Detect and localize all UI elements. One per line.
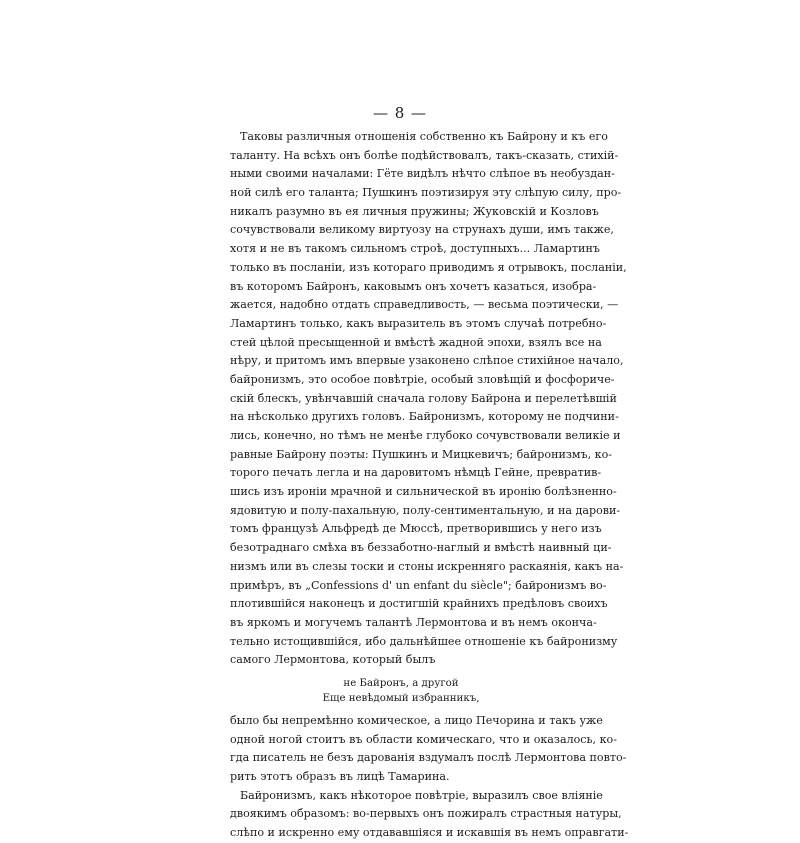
text-line: на нѣсколько другихъ головъ. Байронизмъ, которому не подчини- (230, 410, 619, 424)
paragraph (230, 712, 627, 787)
text-line: скій блескъ, увѣнчавшій сначала голову Байрона и перелетѣвшій (230, 391, 617, 405)
text-column (230, 128, 629, 843)
text-line: равные Байрону поэты: Пушкинъ и Мицкевичъ; байронизмъ, ко- (230, 447, 613, 461)
text-line: въ которомъ Байронъ, каковымъ онъ хочетъ казаться, изобра- (230, 279, 597, 293)
text-line: хотя и не въ такомъ сильномъ строѣ, доступныхъ... Ламартинъ (230, 242, 600, 256)
text-line: двоякимъ образомъ: во-первыхъ онъ пожиралъ страстныя натуры, (230, 807, 622, 821)
text-line: ной силѣ его таланта; Пушкинъ поэтизируя эту слѣпую силу, про- (230, 186, 622, 200)
page-number: — 8 — (372, 104, 428, 122)
text-line: томъ французѣ Альфредѣ де Мюссѣ, претворившись у него изъ (230, 522, 602, 536)
text-line: Таковы различныя отношенія собственно къ Байрону и къ его (240, 130, 608, 143)
verse-quote (230, 676, 572, 706)
text-line: ными своими началами: Гёте видѣлъ нѣчто слѣпое въ необуздан- (230, 167, 615, 181)
text-line: Байронизмъ, какъ нѣкоторое повѣтріе, выразилъ свое вліяніе (240, 788, 603, 802)
text-line: слѣпо и искренно ему отдававшіяся и искавшія въ немъ оправгати- (230, 826, 629, 840)
text-line: одной ногой стоитъ въ области комическаго, что и оказалось, ко- (230, 732, 617, 746)
text-line: примѣръ, въ „Confessions d' un enfant du siècle"; байронизмъ во- (230, 578, 607, 592)
text-line: Ламартинъ только, какъ выразитель въ этомъ случаѣ потребно- (230, 316, 607, 330)
text-line: самого Лермонтова, который былъ (230, 653, 436, 667)
text-line: только въ посланіи, изъ котораго приводимъ я отрывокъ, посланіи, (230, 260, 627, 274)
text-line: рить этотъ образъ въ лицѣ Тамарина. (230, 770, 450, 783)
text-line: тельно истощившійся, ибо дальнѣйшее отношеніе къ байронизму (230, 634, 618, 648)
text-line: жается, надобно отдать справедливость, — весьма поэтически, — (230, 298, 619, 312)
verse-line: Еще невѣдомый избранникъ, (322, 692, 480, 704)
text-line: сочувствовали великому виртуозу на струнахъ души, имъ также, (230, 223, 614, 237)
paragraph (230, 787, 629, 843)
text-line: байронизмъ, это особое повѣтріе, особый зловѣщій и фосфориче- (230, 372, 615, 386)
text-line: нѣру, и притомъ имъ впервые узаконено слѣпое стихійное начало, (230, 354, 624, 368)
text-line: таланту. На всѣхъ онъ болѣе подѣйствовалъ, такъ-сказать, стихій- (230, 148, 619, 162)
text-line: плотившійся наконецъ и достигшій крайнихъ предѣловъ своихъ (230, 597, 608, 611)
text-line: низмъ или въ слезы тоски и стоны искренняго раскаянія, какъ на- (230, 559, 624, 573)
text-line: было бы непремѣнно комическое, а лицо Печорина и такъ уже (230, 713, 603, 727)
text-line: въ яркомъ и могучемъ талантѣ Лермонтова и въ немъ оконча- (230, 615, 597, 629)
text-line: шись изъ ироніи мрачной и сильнической въ иронію болѣзненно- (230, 485, 617, 499)
paragraph (230, 128, 627, 670)
text-line: ядовитую и полу-пахальную, полу-сентиментальную, и на дарови- (230, 503, 621, 517)
verse-line: не Байронъ, а другой (343, 677, 459, 689)
text-line: никалъ разумно въ ея личныя пружины; Жуковскій и Козловъ (230, 204, 599, 218)
text-line: лись, конечно, но тѣмъ не менѣе глубоко сочувствовали великіе и (230, 429, 621, 442)
text-line: стей цѣлой пресыщенной и вмѣстѣ жадной эпохи, взялъ все на (230, 335, 602, 349)
text-line: безотраднаго смѣха въ беззаботно-наглый и вмѣстѣ наивный ци- (230, 541, 612, 555)
text-line: гда писатель не безъ дарованія вздумалъ послѣ Лермонтова повто- (230, 751, 627, 765)
text-line: торого печать легла и на даровитомъ нѣмцѣ Гейне, превратив- (230, 466, 602, 480)
